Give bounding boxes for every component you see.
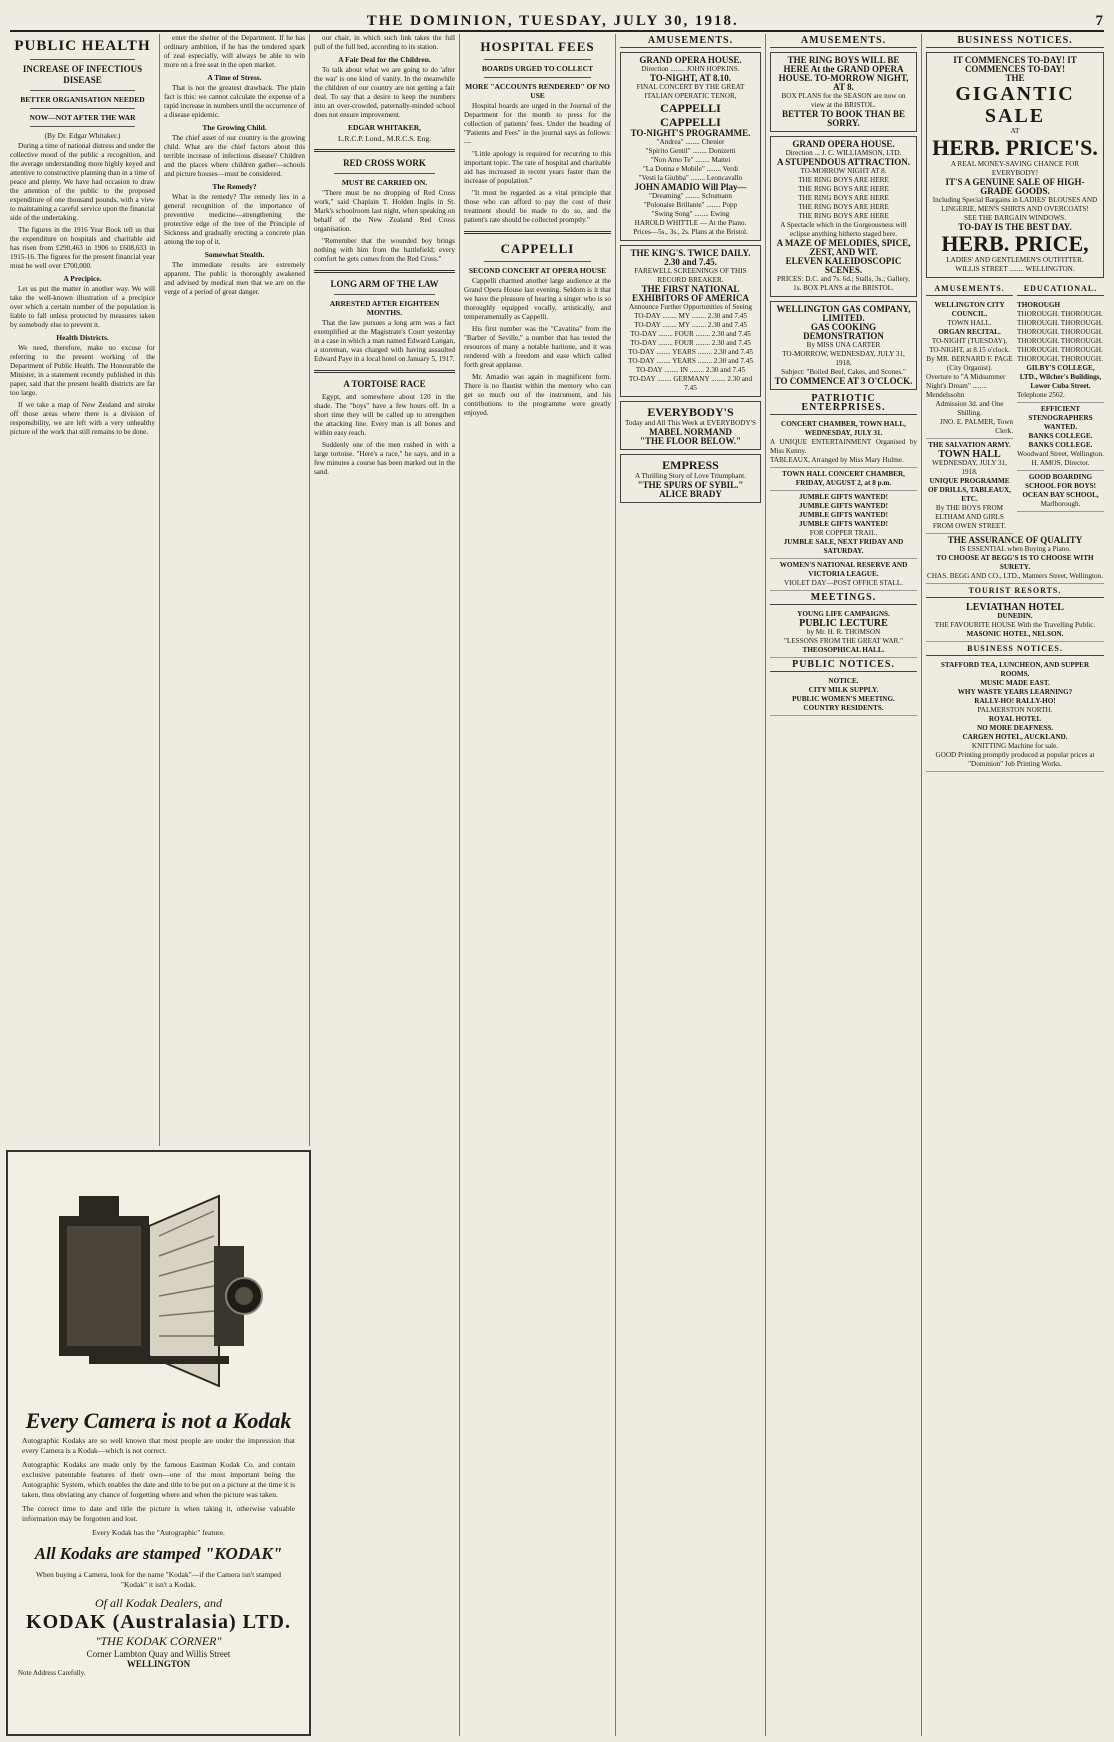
article-title: RED CROSS WORK	[343, 158, 426, 168]
program-item: "Non Amo Te" ........ Mattei	[650, 156, 731, 164]
notice-line: CHAS. BEGG AND CO., LTD., Manners Street, Wellington.	[927, 572, 1103, 580]
article-subtitle: MUST BE CARRIED ON.	[341, 178, 428, 187]
ad-line: "THE SPURS OF SYBIL."	[637, 480, 744, 490]
notice-line: THOROUGH. THOROUGH.	[1017, 310, 1103, 318]
section-header: AMUSEMENTS.	[926, 284, 1013, 296]
article-subtitle: SECOND CONCERT AT OPERA HOUSE	[468, 266, 607, 275]
notice-line: THOROUGH. THOROUGH.	[1017, 355, 1103, 363]
kodak-dealers: Of all Kodak Dealers, and	[95, 1596, 222, 1610]
ad-headline: GIGANTIC SALE	[955, 83, 1075, 127]
masthead-title: THE DOMINION, TUESDAY, JULY 30, 1918.	[366, 13, 739, 29]
section-header: AMUSEMENTS.	[620, 36, 761, 48]
byline: (By Dr. Edgar Whitaker.)	[44, 131, 121, 140]
section-header: PATRIOTIC ENTERPRISES.	[770, 394, 917, 415]
paragraph: "There must be no dropping of Red Cross work," said Chaplain T. Holden Inglis in St. Mark's schoolroom last night, when speaking on behalf of the New Zealand Red Cross organisation.	[314, 189, 455, 233]
notice-line: NOTICE.	[828, 677, 859, 685]
program-item: "Vesti la Giubba" ........ Leoncavallo	[638, 174, 743, 182]
notice-line: COUNTRY RESIDENTS.	[803, 704, 884, 712]
kodak-buying: When buying a Camera, look for the name "Kodak"—if the Camera isn't stamped "Kodak" it isn't a Kodak.	[35, 1570, 282, 1589]
paragraph: enter the shelter of the Department. If he has ordinary ambition, if he has the tendered spark of zeal especially, will always be able to win more on a free seat in the open market.	[164, 34, 305, 69]
column-amusements-2	[766, 34, 922, 1736]
article-title: HOSPITAL FEES	[480, 39, 595, 54]
ad-line: THE RING BOYS WILL BE HERE At the GRAND OPERA HOUSE. TO-MORROW NIGHT, AT 8.	[778, 55, 909, 92]
ad-title: WELLINGTON GAS COMPANY, LIMITED.	[776, 304, 911, 323]
notice-line: JUMBLE SALE, NEXT FRIDAY AND SATURDAY.	[783, 538, 904, 555]
ring-line: THE RING BOYS ARE HERE	[798, 185, 889, 193]
today-row: TO-DAY ........ FOUR ........ 2.30 and 7.45	[630, 339, 751, 347]
kodak-note: Note Address Carefully.	[18, 1669, 86, 1677]
ad-line: WILLIS STREET ........ WELLINGTON.	[955, 265, 1075, 273]
notice-line: by Mr. H. R. THOMSON	[806, 628, 881, 636]
ad-line: PRICES: D.C. and 7s. 6d.; Stalls, 3s.; Gallery, 1s. BOX PLANS at the BRISTOL.	[777, 275, 910, 292]
notice-line: Marlborough.	[1040, 500, 1081, 508]
notice-line: THE SALVATION ARMY.	[928, 441, 1011, 449]
article-subtitle: BETTER ORGANISATION NEEDED	[20, 95, 145, 104]
ad-line: FAREWELL SCREENINGS OF THIS RECORD BREAKER.	[634, 267, 747, 284]
today-row: TO-DAY ........ FOUR ........ 2.30 and 7.45	[630, 330, 751, 338]
notice-line: NO MORE DEAFNESS.	[976, 724, 1054, 732]
paragraph: To talk about what we are going to do 'after the war' is one kind of vanity. In the meanwhile the children of our country are not getting a fair deal. To say that a desire to keep the numbers into an over-crowded, paternally-minded school does not ensure improvement.	[314, 66, 455, 119]
notice-line: RALLY-HO! RALLY-HO!	[974, 697, 1056, 705]
notice-line: CITY MILK SUPPLY.	[808, 686, 879, 694]
ad-line: GAS COOKING DEMONSTRATION	[803, 322, 884, 341]
paragraph: Suddenly one of the men rushed in with a large tortoise. "Here's a race," he says, and in a few minutes a course has been marked out in the sand.	[314, 441, 455, 476]
program-item: "Andrea" ........ Chenier	[656, 138, 725, 146]
signature: EDGAR WHITAKER,	[347, 123, 422, 132]
subheading: A Time of Stress.	[207, 73, 262, 82]
ad-everybodys	[620, 401, 761, 450]
notice-line: PUBLIC LECTURE	[799, 618, 888, 629]
paragraph: "Remember that the wounded boy brings nothing with him from the battlefield; every comfort he gets comes from the Red Cross."	[314, 237, 455, 263]
notice-line: By MR. BERNARD F. PAGE (City Organist).	[926, 355, 1013, 372]
ad-gas-company	[770, 301, 917, 390]
today-row: TO-DAY ........ YEARS ........ 2.30 and 7.45	[628, 348, 753, 356]
notice-line: STAFFORD TEA, LUNCHEON, AND SUPPER ROOMS.	[940, 661, 1090, 678]
ad-line: SEE THE BARGAIN WINDOWS.	[964, 214, 1066, 222]
kodak-body: The correct time to date and title the picture is when taking it, otherwise valuable information may be forgotten and lost.	[22, 1504, 295, 1523]
ad-grand-opera-2	[770, 136, 917, 297]
program-item: "Dreaming" ........ Schumann	[649, 192, 732, 200]
ad-line: IT'S A GENUINE SALE OF HIGH-GRADE GOODS.	[945, 177, 1085, 196]
notice-line: JUMBLE GIFTS WANTED!	[799, 493, 888, 501]
notice-line: JUMBLE GIFTS WANTED!	[799, 511, 888, 519]
ad-line: LADIES' AND GENTLEMEN'S OUTFITTER.	[946, 256, 1084, 264]
notice-line: YOUNG LIFE CAMPAIGNS.	[797, 610, 890, 618]
ad-line: THE FIRST NATIONAL EXHIBITORS OF AMERICA	[631, 284, 750, 303]
ad-line: Subject: "Boiled Beef, Cakes, and Scones."	[781, 368, 906, 376]
notice-line: EFFICIENT STENOGRAPHERS WANTED.	[1028, 405, 1093, 431]
article-title: CAPPELLI	[500, 241, 575, 256]
notice-line: JUMBLE GIFTS WANTED!	[799, 520, 888, 528]
notice-line: Overture to "A Midsummer Night's Dream" ........ Mendelssohn	[926, 373, 1006, 399]
section-header: PUBLIC NOTICES.	[770, 660, 917, 672]
ring-line: THE RING BOYS ARE HERE	[798, 212, 889, 220]
notice-line: MASONIC HOTEL, NELSON.	[966, 630, 1064, 638]
notice-line: THOROUGH. THOROUGH.	[1017, 346, 1103, 354]
notice-line: PUBLIC WOMEN'S MEETING.	[792, 695, 895, 703]
notice	[1017, 403, 1104, 471]
ad-line: FINAL CONCERT BY THE GREAT ITALIAN OPERATIC TENOR,	[636, 83, 745, 100]
notice-line: THOROUGH. THOROUGH.	[1017, 328, 1103, 336]
notice-title: TOWN HALL CONCERT CHAMBER, FRIDAY, AUGUST 2, at 8 p.m.	[782, 470, 905, 487]
column-public-health	[6, 34, 160, 1146]
paragraph: Let us put the matter in another way. We will take the well-known illustration of a precipice over which a certain number of the population is liable to fall unless protected by measures taken by somebody else to prevent it.	[10, 285, 155, 329]
section-header: AMUSEMENTS.	[770, 36, 917, 48]
ad-line: THE	[1005, 73, 1025, 83]
notice	[926, 439, 1013, 534]
notice	[926, 299, 1013, 439]
today-row: TO-DAY ........ MY ........ 2.30 and 7.45	[634, 321, 747, 329]
notice-line: TOWN HALL.	[947, 319, 992, 327]
section-header: BUSINESS NOTICES.	[926, 36, 1104, 48]
ad-line: AT	[1010, 127, 1020, 135]
notice-line: WELLINGTON CITY COUNCIL.	[934, 301, 1005, 318]
ad-line: TO-MORROW NIGHT AT 8.	[800, 167, 887, 175]
notice	[926, 601, 1104, 642]
ad-line: TO-NIGHT, AT 8.10.	[649, 73, 732, 83]
paragraph: What is the remedy? The remedy lies in a general recognition of the importance of preventive medicine—strengthening the protective edge of the tree of the Principle of Sickness and gradually erecting a concrete plan among the top of it.	[164, 193, 305, 246]
kodak-body: Autographic Kodaks are made only by the famous Eastman Kodak Co. and contain exclusive patentable features of their own—one of the most important being the Autographic System, which enables the date and title to be put on a picture at the time it is taken, thus obviating any chance of forgetting where and when the picture was taken.	[22, 1460, 295, 1499]
notice-line: ROYAL HOTEL	[988, 715, 1042, 723]
notice-line: TO-NIGHT (TUESDAY), TO-NIGHT, at 8.15 o'clock.	[929, 337, 1010, 354]
notice-line: UNIQUE PROGRAMME OF DRILLS, TABLEAUX, ETC.	[928, 477, 1011, 503]
notice-line: TOWN HALL	[938, 449, 1001, 460]
ad-herb-price	[926, 52, 1104, 278]
ad-line: Prices—5s., 3s., 2s. Plans at the Bristol.	[633, 228, 748, 236]
ad-line: "THE FLOOR BELOW."	[640, 436, 741, 446]
section-header: BUSINESS NOTICES.	[926, 644, 1104, 656]
paragraph: That is not the greatest drawback. The plain fact is this: we cannot calculate the expense of a rapid increase in numbers until the occurrence of a disease epidemic.	[164, 84, 305, 119]
column-amusements	[616, 34, 766, 1736]
ad-line: Direction ... J. C. WILLIAMSON, LTD.	[785, 149, 902, 157]
notice-line: PALMERSTON NORTH.	[977, 706, 1053, 714]
kodak-address: Corner Lambton Quay and Willis Street	[86, 1649, 231, 1659]
subheading: Somewhat Stealth.	[204, 250, 265, 259]
ad-title: GRAND OPERA HOUSE.	[639, 55, 742, 65]
column-public-health-cont	[160, 34, 310, 1146]
program-item: "Polonaise Brillante" ........ Popp	[643, 201, 738, 209]
ad-line: HAROLD WHITTLE — At the Piano.	[634, 219, 747, 227]
notice-line: Admission 3d. and One Shilling.	[935, 400, 1004, 417]
notice-line: JUMBLE GIFTS WANTED!	[799, 502, 888, 510]
notice-line: WEDNESDAY, JULY 31, 1918.	[932, 459, 1007, 476]
subheading: The Growing Child.	[202, 123, 267, 132]
notice-line: VIOLET DAY—POST OFFICE STALL.	[783, 579, 904, 587]
notice-line: FOR COPPER TRAIL.	[809, 529, 878, 537]
notice	[926, 659, 1104, 772]
kodak-body: Every Kodak has the "Autographic" feature.	[92, 1528, 225, 1537]
ad-line: A Thrilling Story of Love Triumphant.	[635, 472, 746, 480]
paragraph: His first number was the "Cavatina" from the "Barber of Seville," a number that has tested the resources of many a notable baritone, and it was rendered with a freedom and ease which called forth great applause.	[464, 325, 611, 369]
subheading: A Precipice.	[63, 274, 102, 283]
notice-line: BANKS COLLEGE. BANKS COLLEGE.	[1028, 432, 1093, 449]
ad-line: Today and All This Week at EVERYBODY'S	[625, 419, 756, 427]
notice-line: CARGEN HOTEL, AUCKLAND.	[962, 733, 1068, 741]
notice-line: DUNEDIN.	[997, 612, 1033, 620]
today-row: TO-DAY ........ GERMANY ........ 2.30 and 7.45	[628, 375, 753, 392]
ad-line: TO-NIGHT'S PROGRAMME.	[630, 128, 751, 138]
article-title: PUBLIC HEALTH	[14, 38, 151, 54]
ad-line: A REAL MONEY-SAVING CHANCE FOR EVERYBODY!	[950, 160, 1080, 177]
notice-line: Telephone 2562.	[1017, 391, 1065, 399]
notice-line: TO CHOOSE AT BEGG'S IS TO CHOOSE WITH SURETY.	[936, 554, 1094, 571]
kodak-city: WELLINGTON	[126, 1659, 191, 1669]
notice-line: By THE BOYS FROM ELTHAM AND GIRLS FROM OWEN STREET.	[932, 504, 1007, 530]
notice	[1017, 299, 1104, 403]
ad-name: CAPPELLI	[660, 101, 721, 115]
notice-line: THOROUGH. THOROUGH.	[1017, 319, 1103, 327]
notice-line: THEOSOPHICAL HALL.	[802, 646, 885, 654]
ad-line: ELEVEN KALEIDOSCOPIC SCENES.	[785, 256, 902, 275]
two-column-section	[926, 282, 1104, 534]
ad-grand-opera	[620, 52, 761, 241]
column-articles	[310, 34, 460, 1736]
kodak-brand: KODAK (Australasia) LTD.	[26, 1611, 291, 1633]
page-number: 7	[1095, 13, 1104, 29]
ad-line: A MAZE OF MELODIES, SPICE, ZEST, AND WIT.	[776, 238, 911, 257]
ring-line: THE RING BOYS ARE HERE	[798, 176, 889, 184]
paragraph: "Little apology is required for recurring to this important topic. The rate of hospital and charitable aid has increased in recent years faster than the increase of population."	[464, 150, 611, 185]
today-row: TO-DAY ........ MY ........ 2.30 and 7.45	[634, 312, 747, 320]
column-business-notices	[922, 34, 1108, 1736]
ad-title: EVERYBODY'S	[647, 405, 734, 419]
masthead	[10, 4, 1104, 32]
ad-title: THE KING'S. TWICE DAILY. 2.30 and 7.45.	[630, 248, 751, 267]
notice-line: KNITTING Machine for sale.	[971, 742, 1059, 750]
paragraph: "It must be regarded as a vital principle that those who can afford to pay the cost of their treatment should be made to do so, and the patient's rate should be collected promptly."	[464, 189, 611, 224]
ad-name: CAPPELLI	[660, 115, 721, 129]
ad-line: Including Special Bargains in LADIES' BLOUSES AND LINGERIE, MEN'S SHIRTS AND OVERCOATS!	[932, 196, 1098, 213]
notice-line: GILBY'S COLLEGE, LTD., Wilcher's Buildings, Lower Cuba Street.	[1019, 364, 1102, 390]
notice-line: MUSIC MADE EAST.	[980, 679, 1050, 687]
educational-subcolumn	[1017, 282, 1104, 534]
notice-line: THE FAVOURITE HOUSE With the Travelling Public.	[934, 621, 1096, 629]
ad-line: BOX PLANS for the SEASON are now on view at the BRISTOL.	[781, 92, 906, 109]
section-header: MEETINGS.	[770, 593, 917, 605]
notice-line: Woodward Street, Wellington.	[1017, 450, 1104, 458]
ring-line: THE RING BOYS ARE HERE	[798, 203, 889, 211]
today-row: TO-DAY ........ YEARS ........ 2.30 and 7.45	[628, 357, 753, 365]
ring-line: THE RING BOYS ARE HERE	[798, 194, 889, 202]
article-subtitle: INCREASE OF INFECTIOUS DISEASE	[22, 64, 143, 85]
program-item: "Swing Song" ........ Ewing	[651, 210, 730, 218]
paragraph: The chief asset of our country is the growing child. What are the chief factors about this terrible increase of infectious disease? Children and the places where children gather—schools and picture houses—must be considered.	[164, 134, 305, 178]
notice-line: WHY WASTE YEARS LEARNING?	[957, 688, 1073, 696]
signature: L.R.C.P. Lond., M.R.C.S. Eng.	[338, 134, 431, 143]
subheading: Health Districts.	[56, 333, 109, 342]
ad-line: By MISS UNA CARTER	[806, 341, 881, 349]
notice-line: TABLEAUX, Arranged by Miss Mary Hulme.	[770, 456, 904, 464]
subheading: A Fair Deal for the Children.	[338, 55, 431, 64]
notice-line: A UNIQUE ENTERTAINMENT Organised by Miss Kenny.	[770, 438, 917, 455]
paragraph: Egypt, and somewhere about 120 in the shade. The "boys" have a few hours off. In a short time they will be called up to strengthen the attacking line. Every man is all bones and within easy reach.	[314, 393, 455, 437]
camera-illustration	[49, 1156, 269, 1406]
notice-line: THOROUGH. THOROUGH.	[1017, 337, 1103, 345]
paragraph: Mr. Amadio was again in magnificent form. There is no flautist within the memory who can get so much out of the instrument, and his contributions to the programme were greatly enjoyed.	[464, 373, 611, 417]
ad-line: JOHN AMADIO Will Play—	[634, 182, 747, 192]
kodak-body: Autographic Kodaks are so well known that most people are under the impression that every Camera is a Kodak—which is not correct.	[22, 1436, 295, 1455]
amusements-subcolumn	[926, 282, 1013, 534]
notice-line: "LESSONS FROM THE GREAT WAR."	[783, 637, 904, 645]
ad-title: EMPRESS	[662, 458, 719, 472]
notice	[926, 534, 1104, 584]
subheading: The Remedy?	[212, 182, 257, 191]
ad-line: TO-DAY IS THE BEST DAY.	[958, 222, 1072, 232]
ad-line: ALICE BRADY	[659, 489, 722, 499]
notice	[770, 491, 917, 559]
notice-line: GOOD BOARDING SCHOOL FOR BOYS!	[1024, 473, 1097, 490]
notice	[770, 468, 917, 491]
notice-line: WOMEN'S NATIONAL RESERVE AND VICTORIA LEAGUE.	[779, 561, 908, 578]
ad-ring-boys	[770, 52, 917, 132]
program-item: "Spirito Gentil" ........ Donizetti	[645, 147, 736, 155]
ad-brand: HERB. PRICE,	[941, 231, 1089, 256]
ad-line: A STUPENDOUS ATTRACTION.	[776, 157, 911, 167]
paragraph: Hospital boards are urged in the Journal of the Department for the month to press for the collection of patients' fees. Under the heading of "Patients and Fees" in the journal says as follows:—	[464, 102, 611, 146]
ad-line: TO-MORROW, WEDNESDAY, JULY 31, 1918.	[782, 350, 905, 367]
notice	[1017, 471, 1104, 512]
paragraph: Cappelli charmed another large audience at the Grand Opera House last evening. Seldom is it that we have the pleasure of hearing a singer who is so thoroughly equipped vocally, artistically, and temperamentally as Cappelli.	[464, 277, 611, 321]
article-title: LONG ARM OF THE LAW	[330, 279, 439, 289]
kodak-corner: "THE KODAK CORNER"	[95, 1634, 222, 1648]
article-subtitle: ARRESTED AFTER EIGHTEEN MONTHS.	[329, 299, 440, 317]
ad-line: IT COMMENCES TO-DAY! IT COMMENCES TO-DAY!	[953, 55, 1077, 74]
notice	[770, 559, 917, 591]
ad-empress	[620, 454, 761, 503]
paragraph: During a time of national distress and under the collective mood of the public a recognition, and the average understanding more highly keyed and attentive to constructive planning than in a time of peace and plenty. We have had occasion to draw the attention of the public to the proposed expenditure of one thousand pounds, with a view to maintaining a careful service upon the financial side of the undertaking.	[10, 142, 155, 222]
notice-line: OCEAN BAY SCHOOL,	[1022, 491, 1099, 499]
ad-line: Direction ........ JOHN HOPKINS.	[641, 65, 740, 73]
notice-line: THOROUGH	[1017, 301, 1061, 309]
paragraph: We need, therefore, make no excuse for referring to the present working of the Department of Public Health. The Honourable the Minister, in a statement recently published in this paper, said that the present health districts are far too large.	[10, 344, 155, 397]
notice-line: THE ASSURANCE OF QUALITY	[947, 535, 1083, 545]
program-item: "La Donna e Mobile" ........ Verdi	[642, 165, 739, 173]
ad-brand: HERB. PRICE'S.	[932, 135, 1098, 160]
section-header: EDUCATIONAL.	[1017, 284, 1104, 296]
article-title: A TORTOISE RACE	[343, 379, 426, 389]
notice-title: CONCERT CHAMBER, TOWN HALL, WEDNESDAY, JULY 31.	[781, 420, 906, 437]
notice-line: GOOD Printing promptly produced at popular prices at "Dominion" Job Printing Works.	[935, 751, 1095, 768]
ad-kings	[620, 245, 761, 397]
column-hospital-fees	[460, 34, 616, 1736]
kodak-advertisement	[6, 1150, 311, 1736]
today-row: TO-DAY ........ IN ........ 2.30 and 7.45	[635, 366, 746, 374]
notice	[770, 418, 917, 468]
ad-title: GRAND OPERA HOUSE.	[792, 139, 895, 149]
notice-line: ORGAN RECITAL.	[938, 328, 1001, 336]
ad-line: A Spectacle which in the Gorgeousness will eclipse anything hitherto staged here.	[780, 221, 907, 238]
article-subtitle: MORE "ACCOUNTS RENDERED" OF NO USE	[465, 82, 610, 100]
kodak-stamped: All Kodaks are stamped "KODAK"	[34, 1544, 283, 1563]
ad-line: Announce Further Opportunities of Seeing	[629, 303, 752, 311]
ad-line: BETTER TO BOOK THAN BE SORRY.	[781, 109, 906, 128]
ad-line: MABEL NORMAND	[649, 427, 732, 437]
article-subtitle: NOW—NOT AFTER THE WAR	[29, 113, 136, 122]
ad-line: TO COMMENCE AT 3 O'CLOCK.	[774, 376, 913, 386]
notice	[770, 608, 917, 658]
article-subtitle: BOARDS URGED TO COLLECT	[481, 64, 594, 73]
notice-line: LEVIATHAN HOTEL	[966, 602, 1064, 613]
notice-line: JNO. E. PALMER, Town Clerk.	[940, 418, 1013, 435]
section-header: TOURIST RESORTS.	[926, 586, 1104, 598]
notice-line: H. AMOS, Director.	[1031, 459, 1090, 467]
paragraph: our chair, in which such link takes the full pull of the full bed, according to its station.	[314, 34, 455, 51]
paragraph: That the law pursues a long arm was a fact exemplified at the Magistrate's Court yesterday in a case in which a man named Edward Langan, a storeman, was charged with having assaulted Edward Paye in a local hotel on January 5, 1917.	[314, 319, 455, 363]
paragraph: The figures in the 1916 Year Book tell us that the expenditure on hospitals and charitable aid has risen from £290,463 in 1906 to £608,633 in 1915-16. The figures for the present financial year must be well over £700,000.	[10, 226, 155, 270]
notice-line: IS ESSENTIAL when Buying a Piano.	[959, 545, 1071, 553]
notice	[770, 675, 917, 716]
paragraph: If we take a map of New Zealand and stroke off those areas where there is a division of responsibility, we are left with a very unhealthy picture of the work that still remains to be done.	[10, 401, 155, 436]
paragraph: The immediate results are extremely apparent. The public is thoroughly awakened and advised by medical men that we are on the verge of a period of great danger.	[164, 261, 305, 296]
kodak-heading: Every Camera is not a Kodak	[25, 1408, 292, 1433]
